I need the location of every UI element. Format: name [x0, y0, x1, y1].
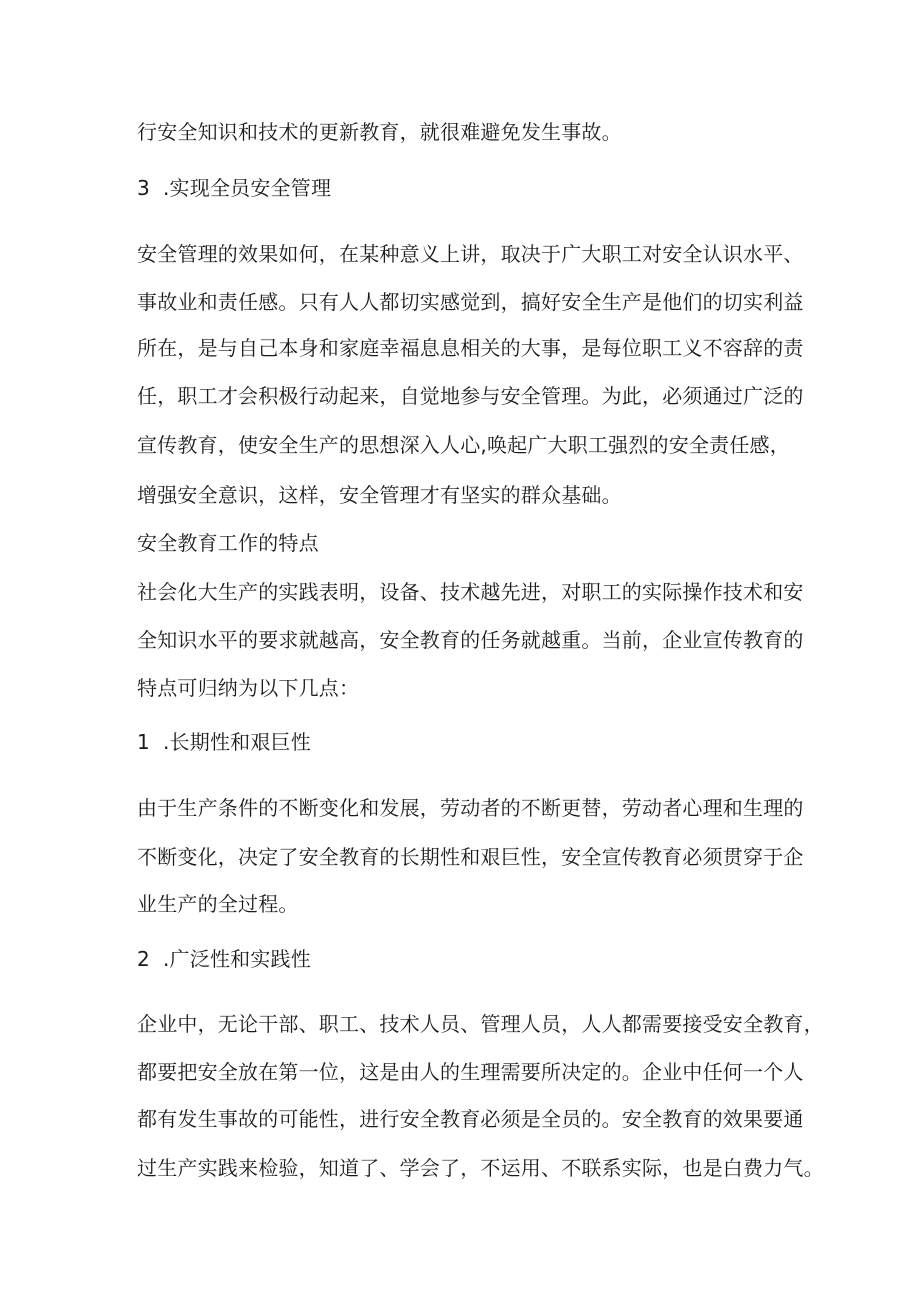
paragraph-line: 社会化大生产的实践表明，设备、技术越先进，对职工的实际操作技术和安	[137, 580, 804, 604]
section-heading	[137, 945, 311, 973]
heading-number: 3	[137, 176, 150, 200]
heading-number: 1	[137, 730, 150, 754]
heading-text: .广泛性和实践性	[163, 947, 311, 971]
paragraph-line: 过生产实践来检验，知道了、学会了，不运用、不联系实际，也是白费力气。	[137, 1156, 824, 1180]
section-heading	[137, 728, 311, 756]
heading-text: .实现全员安全管理	[163, 176, 332, 200]
section-heading	[137, 174, 331, 202]
heading-text: .长期性和艰巨性	[163, 730, 311, 754]
paragraph-line: 宣传教育，使安全生产的思想深入人心,唤起广大职工强烈的安全责任感，	[137, 433, 790, 457]
paragraph-line: 事故业和责任感。只有人人都切实感觉到，搞好安全生产是他们的切实利益	[137, 290, 804, 314]
paragraph-line: 都有发生事故的可能性，进行安全教育必须是全员的。安全教育的效果要通	[137, 1107, 804, 1131]
paragraph-line: 都要把安全放在第一位，这是由人的生理需要所决定的。企业中任何一个人	[137, 1060, 804, 1084]
paragraph-line: 所在，是与自己本身和家庭幸福息息相关的大事，是每位职工义不容辞的责	[137, 336, 804, 360]
paragraph-line: 任，职工才会积极行动起来，自觉地参与安全管理。为此，必须通过广泛的	[137, 384, 804, 408]
paragraph-line: 行安全知识和技术的更新教育，就很难避免发生事故。	[137, 120, 622, 144]
paragraph-line: 全知识水平的要求就越高，安全教育的任务就越重。当前，企业宣传教育的	[137, 628, 804, 652]
paragraph-line: 企业中，无论干部、职工、技术人员、管理人员，人人都需要接受安全教育，	[137, 1012, 824, 1036]
paragraph-line: 特点可归纳为以下几点：	[137, 676, 360, 700]
paragraph-line: 不断变化，决定了安全教育的长期性和艰巨性，安全宣传教育必须贯穿于企	[137, 845, 804, 869]
subsection-title: 安全教育工作的特点	[137, 531, 319, 555]
paragraph-line: 安全管理的效果如何，在某种意义上讲，取决于广大职工对安全认识水平、	[137, 242, 804, 266]
paragraph-line: 业生产的全过程。	[137, 892, 299, 916]
paragraph-line: 由于生产条件的不断变化和发展，劳动者的不断更替，劳动者心理和生理的	[137, 796, 804, 820]
heading-number: 2	[137, 947, 150, 971]
paragraph-line: 增强安全意识，这样，安全管理才有坚实的群众基础。	[137, 483, 622, 507]
